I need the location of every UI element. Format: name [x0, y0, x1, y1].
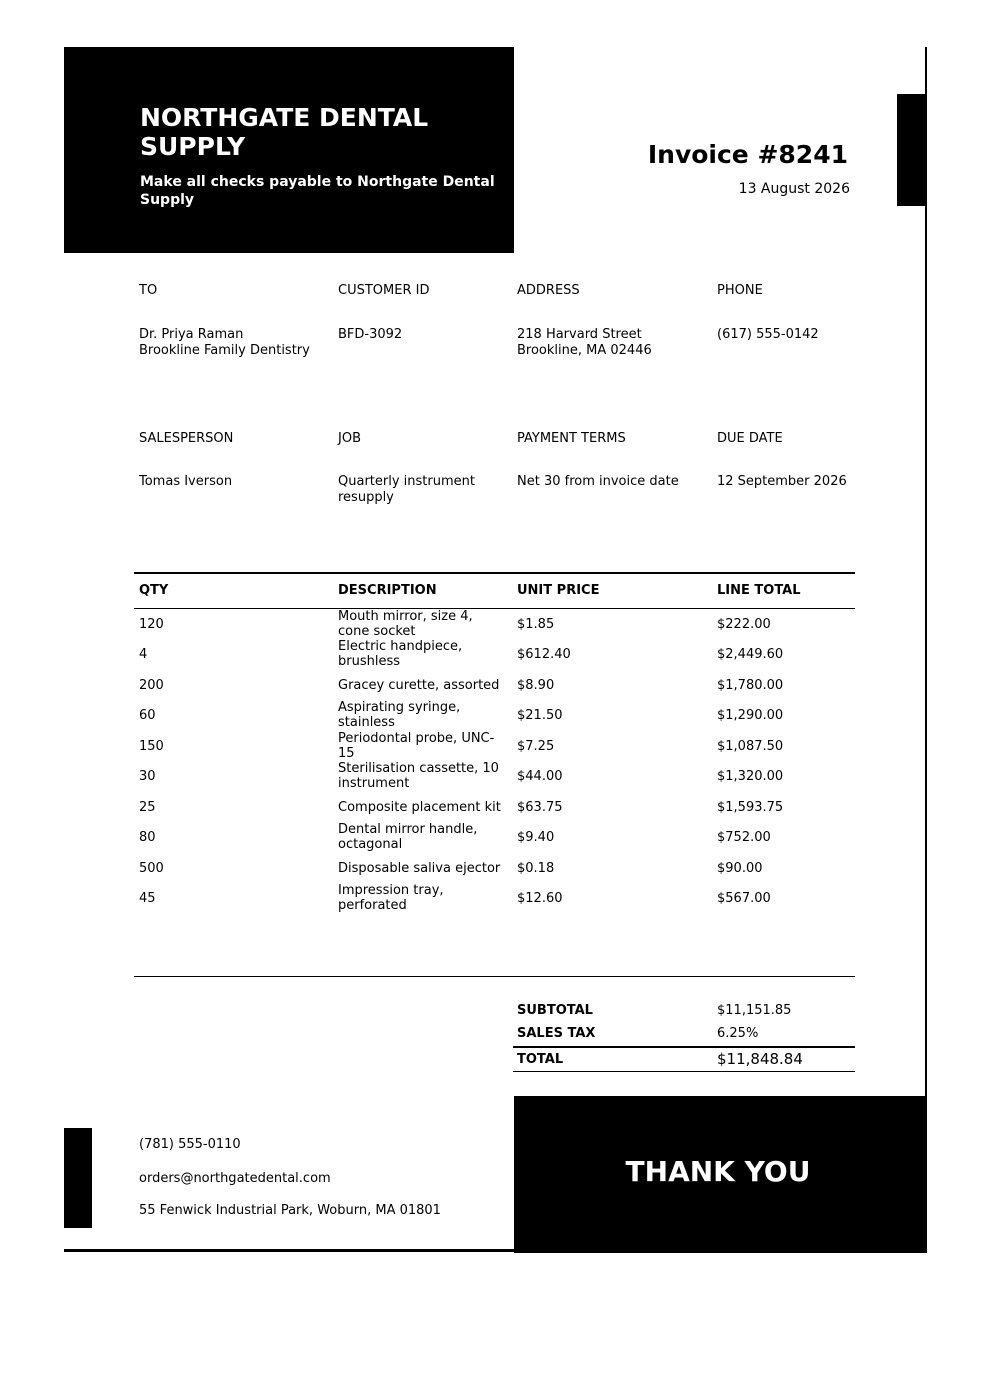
- due-date: 12 September 2026: [717, 474, 847, 489]
- customer-id-label: CUSTOMER ID: [338, 283, 430, 298]
- row-description: Dental mirror handle, octagonal: [338, 822, 478, 852]
- row-unit-price: $63.75: [517, 799, 563, 815]
- row-unit-price: $7.25: [517, 738, 555, 754]
- footer-email: orders@northgatedental.com: [139, 1171, 331, 1186]
- row-line-total: $222.00: [717, 616, 771, 632]
- sales-tax-value: 6.25%: [717, 1026, 759, 1041]
- payable-note: Make all checks payable to Northgate Dental Supply: [140, 174, 495, 208]
- address-block: [517, 327, 697, 359]
- row-line-total: $567.00: [717, 890, 771, 906]
- row-qty: 60: [139, 707, 156, 723]
- row-description: Electric handpiece, brushless: [338, 639, 463, 669]
- row-line-total: $752.00: [717, 829, 771, 845]
- to-label: TO: [139, 283, 158, 298]
- phone-label: PHONE: [717, 283, 763, 298]
- footer-tab: [64, 1128, 92, 1228]
- row-qty: 120: [139, 616, 164, 632]
- row-description: Aspirating syringe, stainless: [338, 700, 461, 730]
- customer-phone: (617) 555-0142: [717, 327, 819, 342]
- header-unit-price: UNIT PRICE: [517, 583, 600, 598]
- total-bottom-rule: [513, 1071, 855, 1072]
- row-unit-price: $612.40: [517, 646, 571, 662]
- header-qty: QTY: [139, 583, 169, 598]
- address-label: ADDRESS: [517, 283, 580, 298]
- invoice-date: 13 August 2026: [738, 181, 850, 197]
- customer-name: Dr. Priya Raman: [139, 327, 244, 342]
- row-description: Mouth mirror, size 4, cone socket: [338, 609, 473, 639]
- row-description: Impression tray, perforated: [338, 883, 444, 913]
- row-qty: 4: [139, 646, 148, 662]
- row-qty: 150: [139, 738, 164, 754]
- row-unit-price: $1.85: [517, 616, 555, 632]
- table-row: [0, 700, 989, 730]
- footer-phone: (781) 555-0110: [139, 1137, 241, 1152]
- address-line-1: 218 Harvard Street: [517, 327, 642, 342]
- footer-address: 55 Fenwick Industrial Park, Woburn, MA 01801: [139, 1203, 441, 1218]
- table-row: [0, 609, 989, 639]
- salesperson: Tomas Iverson: [139, 474, 233, 489]
- job: Quarterly instrument resupply: [338, 474, 475, 505]
- row-qty: 200: [139, 677, 164, 693]
- row-line-total: $1,780.00: [717, 677, 784, 693]
- thank-you-text: THANK YOU: [625, 1155, 811, 1188]
- header-block: [64, 47, 514, 253]
- right-edge-tab: [897, 94, 926, 206]
- table-row: [0, 822, 989, 852]
- table-row: [0, 670, 989, 700]
- table-bottom-rule: [134, 976, 855, 977]
- address-line-2: Brookline, MA 02446: [517, 343, 652, 358]
- row-description: Gracey curette, assorted: [338, 677, 500, 693]
- row-qty: 45: [139, 890, 156, 906]
- table-row: [0, 761, 989, 791]
- table-row: [0, 792, 989, 822]
- row-line-total: $1,593.75: [717, 799, 784, 815]
- table-row: [0, 731, 989, 761]
- due-date-label: DUE DATE: [717, 431, 783, 446]
- company-name: NORTHGATE DENTAL SUPPLY: [140, 103, 429, 161]
- table-row: [0, 883, 989, 913]
- row-unit-price: $44.00: [517, 768, 563, 784]
- customer-id: BFD-3092: [338, 327, 403, 342]
- subtotal-value: $11,151.85: [717, 1003, 792, 1018]
- row-unit-price: $21.50: [517, 707, 563, 723]
- sales-tax-label: SALES TAX: [517, 1026, 596, 1041]
- job-label: JOB: [338, 431, 361, 446]
- table-top-rule: [134, 572, 855, 574]
- row-qty: 500: [139, 860, 164, 876]
- row-description: Composite placement kit: [338, 799, 501, 815]
- header-line-total: LINE TOTAL: [717, 583, 801, 598]
- payment-terms: Net 30 from invoice date: [517, 474, 679, 489]
- header-description: DESCRIPTION: [338, 583, 437, 598]
- row-unit-price: $8.90: [517, 677, 555, 693]
- row-line-total: $1,290.00: [717, 707, 784, 723]
- table-row: [0, 853, 989, 883]
- row-line-total: $1,087.50: [717, 738, 784, 754]
- row-line-total: $90.00: [717, 860, 763, 876]
- row-unit-price: $12.60: [517, 890, 563, 906]
- row-qty: 30: [139, 768, 156, 784]
- row-description: Sterilisation cassette, 10 instrument: [338, 761, 499, 791]
- total-top-rule: [513, 1046, 855, 1048]
- row-description: Disposable saliva ejector: [338, 860, 501, 876]
- payment-terms-label: PAYMENT TERMS: [517, 431, 626, 446]
- table-row: [0, 639, 989, 669]
- row-qty: 80: [139, 829, 156, 845]
- customer-practice: Brookline Family Dentistry: [139, 343, 310, 358]
- total-label: TOTAL: [517, 1052, 564, 1067]
- row-unit-price: $9.40: [517, 829, 555, 845]
- footer-bottom-rule: [64, 1249, 927, 1252]
- to-block: [139, 327, 319, 359]
- total-value: $11,848.84: [717, 1050, 803, 1068]
- row-line-total: $2,449.60: [717, 646, 784, 662]
- row-line-total: $1,320.00: [717, 768, 784, 784]
- subtotal-label: SUBTOTAL: [517, 1003, 593, 1018]
- row-qty: 25: [139, 799, 156, 815]
- row-unit-price: $0.18: [517, 860, 555, 876]
- invoice-number: Invoice #8241: [647, 140, 848, 169]
- salesperson-label: SALESPERSON: [139, 431, 234, 446]
- row-description: Periodontal probe, UNC-15: [338, 731, 495, 761]
